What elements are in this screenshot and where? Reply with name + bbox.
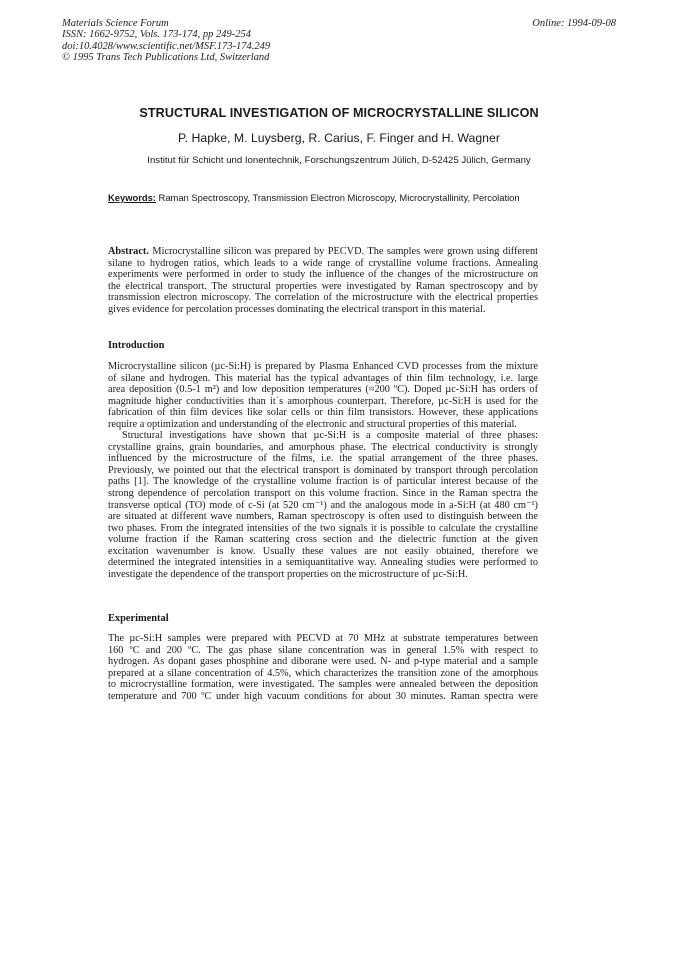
keywords-label: Keywords:	[108, 192, 156, 203]
paper-authors: P. Hapke, M. Luysberg, R. Carius, F. Finger and H. Wagner	[178, 131, 500, 145]
experimental-heading: Experimental	[108, 613, 169, 624]
intro-line: strong dependence of percolation transport on this volume fraction. Since in the Raman spectra the	[108, 488, 538, 500]
intro-line: determined the integrated intensities in a semiquantitative way. Annealing studies were performed to	[108, 557, 538, 569]
abstract-line: experiments were performed in order to study the influence of the changes of the microstructure on	[108, 269, 538, 281]
intro-line: crystalline grains, grain boundaries, and amorphous phase. The electrical conductivity is strongly	[108, 441, 538, 453]
exp-line: 160 ºC and 200 ºC. The gas phase silane concentration was in general 1.5% with respect to	[108, 644, 538, 656]
intro-line: Structural investigations have shown that µc-Si:H is a composite material of three phases:	[122, 430, 538, 442]
abstract-line: gives evidence for percolation processes dominating the electrical transport in this material.	[108, 303, 486, 315]
journal-name: Materials Science Forum	[62, 18, 169, 29]
intro-line: influenced by the microstructure of the films, i.e. the spatial arrangement of the three phases.	[108, 453, 538, 465]
experimental-block	[108, 633, 538, 702]
exp-line: temperature and 700 ºC under high vacuum conditions for about 30 minutes. Raman spectra were	[108, 690, 538, 702]
abstract-line: transmission electron microscopy. The correlation of the microstructure with the electrical properties	[108, 292, 538, 304]
intro-line: area deposition (0.5-1 m²) and low deposition temperatures (≈200 ºC). Doped µc-Si:H has orders of	[108, 384, 538, 396]
intro-line: investigate the dependence of the transport properties on the microstructure of µc-Si:H.	[108, 568, 468, 580]
intro-line: Microcrystalline silicon (µc-Si:H) is prepared by Plasma Enhanced CVD processes from the mixture	[108, 361, 538, 372]
doi-line[interactable]: doi:10.4028/www.scientific.net/MSF.173-174.249	[62, 40, 271, 52]
abstract-line: the electrical transport. The structural properties were investigated by Raman spectroscopy and by	[108, 280, 538, 292]
intro-line: magnitude higher conductivities than it´s amorphous counterpart. Therefore, µc-Si:H is used for the	[108, 395, 538, 407]
abstract-line: silane to hydrogen ratios, which leads to a wide range of crystalline volume fractions. Annealing	[108, 257, 538, 269]
introduction-block	[108, 361, 538, 580]
intro-line: are situated at different wave numbers, Raman spectroscopy is often used to distinguish between the	[108, 511, 538, 523]
paper-title: STRUCTURAL INVESTIGATION OF MICROCRYSTALLINE SILICON	[139, 106, 539, 120]
exp-line: The µc-Si:H samples were prepared with PECVD at 70 MHz at substrate temperatures between	[108, 633, 538, 644]
intro-line: transverse optical (TO) mode of c-Si (at 520 cm⁻¹) and the analogous mode in a-Si:H (at 480 cm⁻¹)	[108, 499, 538, 511]
intro-line: excitation wavenumber is know. Usually these values are not easily obtained, therefore we	[108, 545, 538, 557]
intro-line: paths [1]. The knowledge of the crystalline volume fraction is of particular interest because of the	[108, 476, 538, 488]
intro-line: Previously, we pointed out that the electrical transport is dominated by transport through percolation	[108, 464, 538, 476]
journal-header	[62, 18, 270, 64]
copyright-line: © 1995 Trans Tech Publications Ltd, Switzerland	[62, 52, 270, 64]
online-date: Online: 1994-09-08	[532, 18, 616, 29]
intro-line: volume fraction if the Raman scattering cross section and the dielectric function at the given	[108, 534, 538, 546]
intro-line: of silane and hydrogen. This material has the typical advantages of thin film technology, i.e. large	[108, 372, 538, 384]
abstract-line: Microcrystalline silicon was prepared by PECVD. The samples were grown using different	[152, 246, 538, 257]
exp-line: prepared at a silane concentration of 4.5%, which characterizes the transition zone of the amorphous	[108, 667, 538, 679]
abstract-block	[108, 246, 538, 315]
introduction-heading: Introduction	[108, 340, 165, 351]
abstract-label: Abstract.	[108, 246, 149, 257]
exp-line: to microcrystalline formation, were investigated. The samples were annealed between the deposition	[108, 679, 538, 691]
issn-line: ISSN: 1662-9752, Vols. 173-174, pp 249-254	[62, 29, 251, 41]
keywords-block	[108, 192, 538, 204]
exp-line: hydrogen. As dopant gases phosphine and diborane were used. N- and p-type material and a sample	[108, 656, 538, 668]
intro-line: require a optimization and understanding of the electronic and structural properties of this material.	[108, 418, 517, 430]
intro-line: two phases. From the integrated intensities of the two signals it is possible to calculate the crystalline	[108, 522, 538, 534]
paper-affiliation: Institut für Schicht und Ionentechnik, Forschungszentrum Jülich, D-52425 Jülich, Germany	[147, 155, 531, 166]
keywords-text: Raman Spectroscopy, Transmission Electron Microscopy, Microcrystallinity, Percolation	[158, 192, 520, 203]
intro-line: fabrication of thin film devices like solar cells or thin film transistors. However, these applications	[108, 407, 538, 419]
